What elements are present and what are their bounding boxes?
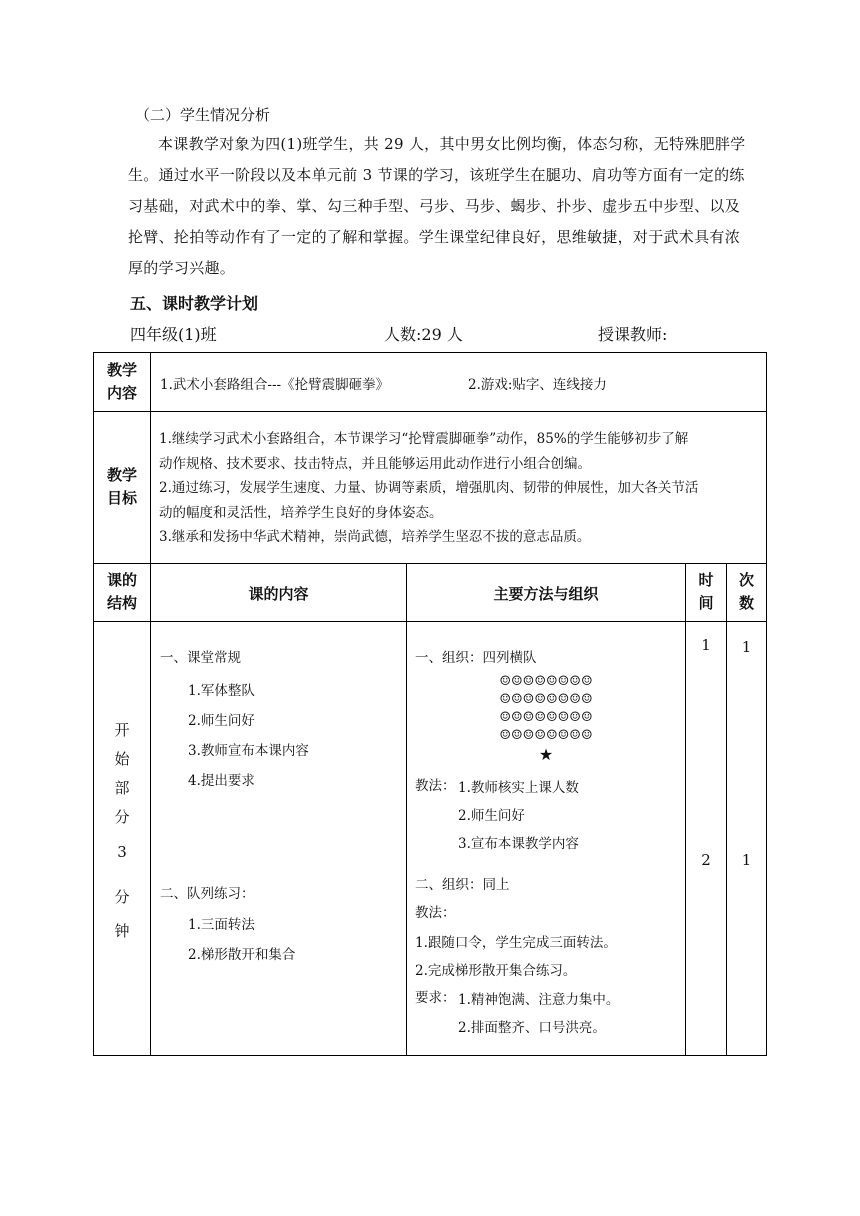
- student-analysis-heading: （二）学生情况分析: [135, 106, 271, 124]
- header-times: [727, 569, 766, 615]
- part-char: 钟: [114, 922, 130, 940]
- list-item: 1.精神饱满、注意力集中。: [458, 992, 620, 1008]
- content-item-1: 1.武术小套路组合---《抡臂震脚砸拳》: [160, 377, 390, 393]
- header-content: 课的内容: [248, 585, 309, 603]
- list-item: 1.三面转法: [188, 917, 255, 933]
- list-item: 2.完成梯形散开集合练习。: [415, 963, 577, 979]
- header-line: 次: [738, 571, 754, 589]
- part-char: 分: [114, 808, 130, 826]
- method-teach-2-label: 教法：: [415, 905, 456, 921]
- content-b-title: 二、队列练习：: [160, 886, 255, 902]
- goal-label: [94, 464, 150, 510]
- times-2: 1: [741, 851, 752, 869]
- paragraph-line: 抡臂、抡拍等动作有了一定的了解和掌握。学生课堂纪律良好，思维敏捷，对于武术具有浓: [128, 228, 741, 246]
- list-item: 3.宣布本课教学内容: [458, 836, 579, 852]
- table-border: [150, 352, 151, 1056]
- paragraph-line: 本课教学对象为四(1)班学生，共 29 人，其中男女比例均衡，体态匀称，无特殊肥胖学: [158, 135, 746, 153]
- student-analysis-paragraph: [128, 129, 768, 284]
- method-teach-2-list: [415, 929, 617, 985]
- table-border: [93, 352, 94, 1056]
- goal-line: 动的幅度和灵活性，培养学生良好的身体姿态。: [159, 504, 443, 521]
- label-line: 教学: [106, 361, 137, 379]
- part-label: [94, 716, 150, 832]
- time-2: 2: [701, 851, 711, 869]
- list-item: 2.梯形散开和集合: [188, 947, 296, 963]
- times-1: 1: [741, 638, 752, 656]
- list-item: 2.师生问好: [188, 713, 255, 729]
- part-minutes: 3: [117, 843, 127, 861]
- content-b-list: [188, 910, 295, 970]
- lesson-plan-heading: 五、课时教学计划: [130, 294, 259, 313]
- table-border: [726, 563, 727, 1056]
- method-org-1: 一、组织：四列横队: [415, 650, 537, 666]
- formation-row: ☺☺☺☺☺☺☺☺: [499, 710, 593, 725]
- header-line: 时: [698, 571, 714, 589]
- table-border: [93, 352, 767, 353]
- teacher-star-icon: ★: [538, 745, 554, 764]
- goal-line: 动作规格、技术要求、技击特点，并且能够运用此动作进行小组合创编。: [159, 455, 591, 472]
- formation-diagram: [407, 673, 685, 765]
- table-border: [766, 352, 767, 1056]
- label-line: 教学: [106, 466, 137, 484]
- goal-text: [159, 427, 765, 550]
- paragraph-line: 生。通过水平一阶段以及本单元前 3 节课的学习，该班学生在腿功、肩功等方面有一定的练: [128, 166, 745, 184]
- teacher-label: 授课教师:: [598, 325, 668, 344]
- header-time: [686, 569, 726, 615]
- label-line: 内容: [106, 384, 137, 402]
- formation-row: ☺☺☺☺☺☺☺☺: [499, 692, 593, 707]
- table-border: [93, 411, 767, 412]
- header-line: 结构: [106, 594, 137, 612]
- goal-line: 1.继续学习武术小套路组合，本节课学习“抡臂震脚砸拳”动作，85%的学生能够初步了解: [159, 431, 689, 447]
- header-method: 主要方法与组织: [493, 585, 599, 603]
- paragraph-line: 厚的学习兴趣。: [128, 259, 236, 277]
- goal-line: 2.通过练习，发展学生速度、力量、协调等素质，增强肌肉、韧带的伸展性，加大各关节活: [159, 480, 699, 496]
- header-structure: [94, 569, 150, 615]
- list-item: 1.教师核实上课人数: [458, 780, 579, 796]
- student-count: 人数:29 人: [384, 325, 463, 344]
- method-org-2: 二、组织：同上: [415, 877, 510, 893]
- list-item: 2.师生问好: [458, 808, 525, 824]
- goal-line: 3.继承和发扬中华武术精神，崇尚武德，培养学生坚忍不拔的意志品质。: [159, 529, 591, 545]
- paragraph-line: 习基础，对武术中的拳、掌、勾三种手型、弓步、马步、蝎步、扑步、虚步五中步型、以及: [128, 197, 741, 215]
- content-label: [94, 359, 150, 405]
- header-line: 间: [698, 594, 714, 612]
- table-border: [93, 563, 767, 564]
- table-border: [406, 563, 407, 1056]
- formation-row: ☺☺☺☺☺☺☺☺: [499, 728, 593, 743]
- formation-row: ☺☺☺☺☺☺☺☺: [499, 674, 593, 689]
- method-teach-1-label: 教法：: [415, 778, 456, 794]
- table-border: [93, 1055, 767, 1056]
- content-a-title: 一、课堂常规: [160, 650, 241, 666]
- header-line: 数: [738, 594, 754, 612]
- method-teach-1-list: [458, 774, 579, 858]
- label-line: 目标: [106, 489, 137, 507]
- table-border: [93, 621, 767, 622]
- part-char: 部: [114, 779, 130, 797]
- time-1: 1: [701, 636, 711, 654]
- class-name: 四年级(1)班: [130, 325, 217, 344]
- part-unit: [94, 880, 150, 948]
- header-line: 课的: [106, 571, 137, 589]
- part-char: 始: [114, 750, 130, 768]
- part-char: 分: [114, 888, 130, 906]
- list-item: 1.跟随口令，学生完成三面转法。: [415, 935, 617, 951]
- part-char: 开: [114, 721, 130, 739]
- list-item: 2.排面整齐、口号洪亮。: [458, 1020, 606, 1036]
- require-label: 要求：: [415, 990, 456, 1006]
- list-item: 4.提出要求: [188, 773, 255, 789]
- list-item: 1.军体整队: [188, 683, 255, 699]
- require-list: [458, 986, 619, 1042]
- content-item-2: 2.游戏:贴字、连线接力: [468, 377, 607, 393]
- content-a-list: [188, 676, 309, 796]
- list-item: 3.教师宣布本课内容: [188, 743, 309, 759]
